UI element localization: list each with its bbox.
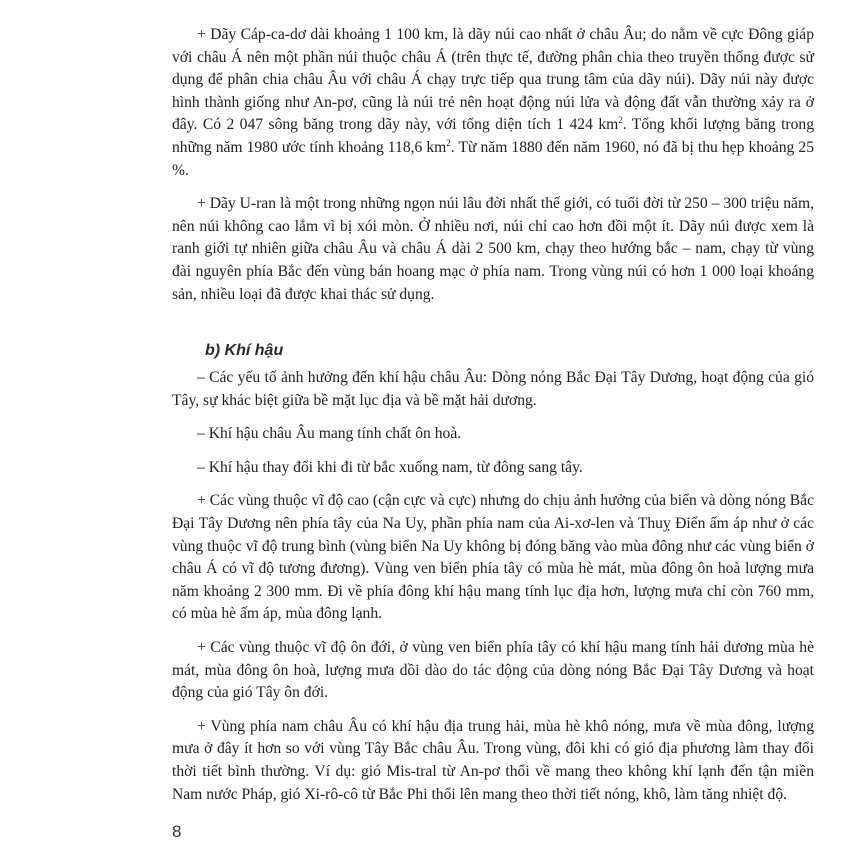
- paragraph-climate-variation: – Khí hậu thay đổi khi đi từ bắc xuống nam, từ đông sang tây.: [197, 458, 583, 476]
- paragraph-climate-mild: – Khí hậu châu Âu mang tính chất ôn hoà.: [197, 425, 462, 443]
- paragraph-south: + Vùng phía nam châu Âu có khí hậu địa trung hải, mùa hè khô nóng, mưa về mùa đông, lượng mưa ở đây ít hơn so với vùng Tây Bắc châu Âu. Trong vùng, đôi khi có gió địa phương làm thay đổi thời tiết bình thường. Ví dụ: gió Mis-tral từ An-pơ thổi về mang theo không khí lạnh đến tận miền Nam nước Pháp, gió Xi-rô-cô từ Bắc Phi thổi lên mang theo thời tiết nóng, khô, làm tăng nhiệt độ.: [172, 717, 814, 803]
- page-number: 8: [172, 822, 182, 841]
- section-climate: [172, 367, 814, 806]
- superscript-2: 2: [446, 137, 451, 148]
- paragraph-temperate: + Các vùng thuộc vĩ độ ôn đới, ở vùng ven biển phía tây có khí hậu mang tính hải dương mùa hè mát, mùa đông ôn hoà, lượng mưa dồi dào do tác động của dòng nóng Bắc Đại Tây Dương và hoạt động của gió Tây ôn đới.: [172, 638, 814, 702]
- paragraph-caucasus: + Dãy Cáp-ca-dơ dài khoảng 1 100 km, là dãy núi cao nhất ở châu Âu; do nằm về cực Đông giáp với châu Á nên một phần núi thuộc châu Á (trên thực tế, đường phân chia theo truyền thống được sử dụng để phân chia châu Âu với châu Á chạy trực tiếp qua trung tâm của dãy núi). Dãy núi này được hình thành giống như An-pơ, cũng là núi trẻ nên hoạt động núi lửa và động đất vẫn thường xảy ra ở đây. Có 2 047 sông băng trong dãy này, với tổng diện tích 1 424 $km^2$. Tổng khối lượng băng trong những năm 1980 ước tính khoảng 118,6 $km^2$. Từ năm 1880 đến năm 1960, nó đã bị thu hẹp khoảng 25 %.: [172, 26, 814, 179]
- section-mountains: [172, 24, 814, 306]
- paragraph-ural: + Dãy U-ran là một trong những ngọn núi lâu đời nhất thế giới, có tuổi đời từ 250 – 300 triệu năm, nên núi không cao lắm vì bị xói mòn. Ở nhiều nơi, núi chỉ cao hơn đồi một ít. Dãy núi được xem là ranh giới tự nhiên giữa châu Âu và châu Á dài 2 500 km, chạy theo hướng bắc – nam, chạy từ vùng đài nguyên phía Bắc đến vùng bán hoang mạc ở phía nam. Trong vùng núi có hơn 1 000 loại khoáng sản, nhiều loại đã được khai thác sử dụng.: [172, 195, 814, 303]
- superscript-2: 2: [618, 115, 623, 126]
- paragraph-climate-factors: – Các yếu tố ảnh hưởng đến khí hậu châu Âu: Dòng nóng Bắc Đại Tây Dương, hoạt động của gió Tây, sự khác biệt giữa bề mặt lục địa và bề mặt hải dương.: [172, 369, 814, 409]
- section-heading-climate: b) Khí hậu: [205, 342, 284, 359]
- paragraph-high-latitude: + Các vùng thuộc vĩ độ cao (cận cực và cực) nhưng do chịu ảnh hưởng của biển và dòng nóng Bắc Đại Tây Dương nên phía tây của Na Uy, phần phía nam của Ai-xơ-len và Thuỵ Điển ấm áp như ở các vùng thuộc vĩ độ trung bình (vùng biển Na Uy không bị đóng băng vào mùa đông như các vùng biển ở châu Á có vĩ độ tương đương). Vùng ven biển phía tây có mùa hè mát, mùa đông ôn hoà lượng mưa năm khoảng 2 300 mm. Đi về phía đông khí hậu mang tính lục địa hơn, lượng mưa chỉ còn 760 mm, có mùa hè ấm áp, mùa đông lạnh.: [172, 492, 814, 623]
